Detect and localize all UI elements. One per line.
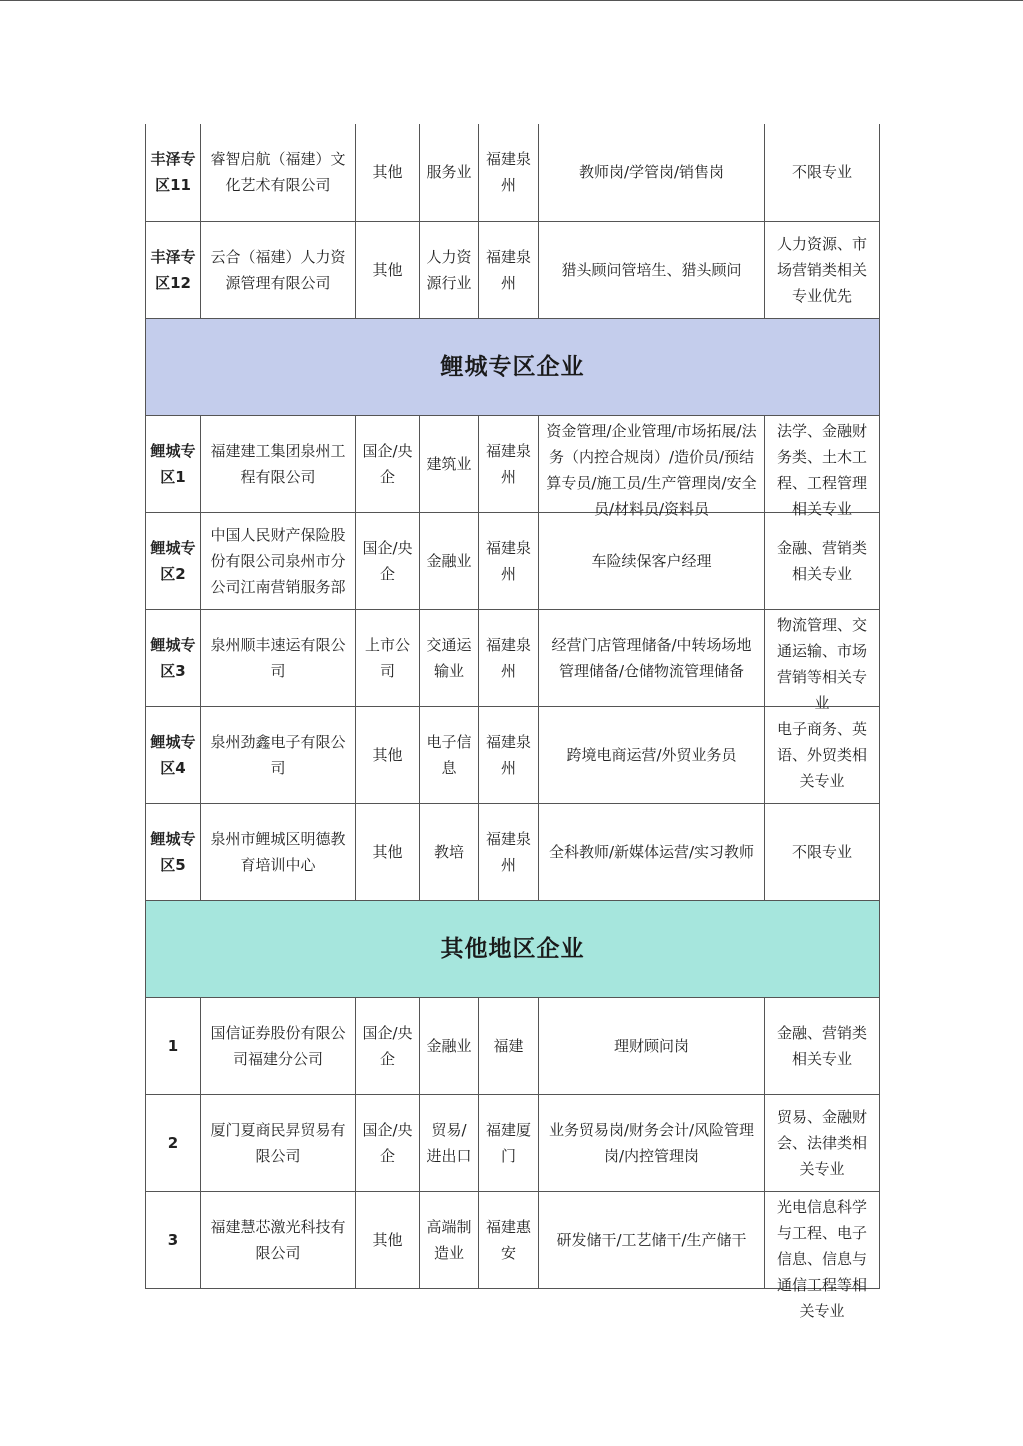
cell-text: 人力资源行业 bbox=[426, 247, 472, 292]
cell-industry bbox=[420, 1094, 479, 1191]
cell-text: 2 bbox=[167, 1133, 179, 1152]
cell-text: 交通运输业 bbox=[426, 635, 472, 680]
cell-text: 泉州顺丰速运有限公司 bbox=[210, 635, 346, 680]
cell-text: 福建惠安 bbox=[485, 1217, 531, 1262]
cell-text: 福建泉州 bbox=[485, 538, 531, 583]
table-row bbox=[146, 124, 880, 221]
cell-majors bbox=[765, 706, 880, 803]
cell-text: 福建 bbox=[493, 1036, 524, 1055]
cell-id bbox=[146, 1191, 201, 1288]
cell-company bbox=[201, 609, 356, 706]
cell-text: 业务贸易岗/财务会计/风险管理岗/内控管理岗 bbox=[548, 1120, 755, 1165]
cell-majors bbox=[765, 609, 880, 712]
cell-text: 服务业 bbox=[426, 163, 472, 182]
cell-positions bbox=[539, 221, 765, 318]
cell-majors bbox=[765, 997, 880, 1094]
cell-type bbox=[356, 609, 420, 706]
cell-text: 法学、金融财务类、土木工程、工程管理相关专业 bbox=[776, 421, 867, 518]
cell-text: 其他 bbox=[372, 745, 403, 764]
cell-text: 福建建工集团泉州工程有限公司 bbox=[210, 441, 346, 486]
cell-text: 福建泉州 bbox=[485, 732, 531, 777]
cell-type bbox=[356, 512, 420, 609]
recruitment-table bbox=[145, 124, 879, 1320]
cell-company bbox=[201, 221, 356, 318]
cell-type bbox=[356, 997, 420, 1094]
cell-text: 其他 bbox=[372, 163, 403, 182]
table-row bbox=[146, 609, 880, 706]
cell-id bbox=[146, 512, 201, 609]
cell-company bbox=[201, 124, 356, 221]
cell-location bbox=[479, 609, 539, 706]
table-row bbox=[146, 221, 880, 318]
cell-id bbox=[146, 415, 201, 512]
cell-text: 鲤城专区1 bbox=[150, 441, 196, 486]
cell-text: 丰泽专区11 bbox=[150, 150, 196, 195]
cell-text: 建筑业 bbox=[426, 454, 472, 473]
cell-text: 中国人民财产保险股份有限公司泉州市分公司江南营销服务部 bbox=[210, 525, 346, 596]
cell-location bbox=[479, 803, 539, 900]
cell-text: 国企/央企 bbox=[362, 441, 413, 486]
cell-text: 福建泉州 bbox=[485, 150, 531, 195]
cell-text: 电子信息 bbox=[426, 732, 472, 777]
cell-text: 资金管理/企业管理/市场拓展/法务（内控合规岗）/造价员/预结算专员/施工员/生产管理岗/安全员/材料员/资料员 bbox=[546, 421, 757, 518]
cell-text: 鲤城专区3 bbox=[150, 635, 196, 680]
cell-text: 泉州劲鑫电子有限公司 bbox=[210, 732, 346, 777]
table-body bbox=[146, 124, 880, 1320]
cell-text: 丰泽专区12 bbox=[150, 247, 196, 292]
section-header-row bbox=[146, 900, 880, 997]
cell-text: 金融业 bbox=[426, 551, 472, 570]
cell-text: 电子商务、英语、外贸类相关专业 bbox=[776, 719, 867, 790]
cell-text: 福建厦门 bbox=[485, 1120, 531, 1165]
cell-type bbox=[356, 1191, 420, 1288]
cell-text: 全科教师/新媒体运营/实习教师 bbox=[548, 842, 755, 861]
cell-company bbox=[201, 1094, 356, 1191]
cell-text: 睿智启航（福建）文化艺术有限公司 bbox=[210, 150, 346, 195]
cell-text: 福建泉州 bbox=[485, 247, 531, 292]
cell-type bbox=[356, 415, 420, 512]
cell-type bbox=[356, 706, 420, 803]
table-row bbox=[146, 803, 880, 900]
cell-positions bbox=[539, 609, 765, 706]
cell-industry bbox=[420, 221, 479, 318]
cell-id bbox=[146, 997, 201, 1094]
cell-majors bbox=[765, 221, 880, 318]
cell-text: 福建慧芯激光科技有限公司 bbox=[210, 1217, 346, 1262]
cell-industry bbox=[420, 124, 479, 221]
cell-text: 理财顾问岗 bbox=[613, 1036, 689, 1055]
cell-text: 不限专业 bbox=[791, 163, 852, 182]
cell-positions bbox=[539, 1094, 765, 1191]
cell-text: 1 bbox=[167, 1036, 179, 1055]
cell-text: 不限专业 bbox=[791, 842, 852, 861]
cell-text: 鲤城专区2 bbox=[150, 538, 196, 583]
table-row bbox=[146, 1094, 880, 1191]
cell-location bbox=[479, 512, 539, 609]
cell-text: 教培 bbox=[433, 842, 464, 861]
cell-type bbox=[356, 221, 420, 318]
cell-text: 泉州市鲤城区明德教育培训中心 bbox=[210, 829, 346, 874]
cell-text: 人力资源、市场营销类相关专业优先 bbox=[776, 234, 867, 305]
cell-location bbox=[479, 706, 539, 803]
table-row bbox=[146, 415, 880, 512]
cell-text: 光电信息科学与工程、电子信息、信息与通信工程等相关专业 bbox=[776, 1197, 867, 1320]
cell-text: 福建泉州 bbox=[485, 829, 531, 874]
cell-positions bbox=[539, 706, 765, 803]
cell-text: 物流管理、交通运输、市场营销等相关专业 bbox=[776, 615, 867, 712]
cell-location bbox=[479, 124, 539, 221]
cell-text: 金融、营销类相关专业 bbox=[776, 538, 867, 583]
cell-text: 鲤城专区5 bbox=[150, 829, 196, 874]
cell-type bbox=[356, 124, 420, 221]
table-row bbox=[146, 706, 880, 803]
cell-industry bbox=[420, 1191, 479, 1288]
cell-text: 福建泉州 bbox=[485, 441, 531, 486]
table-row bbox=[146, 997, 880, 1094]
page-top-edge bbox=[0, 0, 1023, 1]
cell-company bbox=[201, 803, 356, 900]
cell-industry bbox=[420, 706, 479, 803]
cell-location bbox=[479, 415, 539, 512]
cell-industry bbox=[420, 415, 479, 512]
cell-industry bbox=[420, 512, 479, 609]
cell-text: 经营门店管理储备/中转场场地管理储备/仓储物流管理储备 bbox=[551, 635, 752, 680]
cell-location bbox=[479, 221, 539, 318]
cell-majors bbox=[765, 415, 880, 518]
cell-text: 猎头顾问管培生、猎头顾问 bbox=[561, 260, 742, 279]
cell-positions bbox=[539, 415, 765, 518]
cell-id bbox=[146, 803, 201, 900]
cell-company bbox=[201, 706, 356, 803]
cell-text: 其他 bbox=[372, 1230, 403, 1249]
cell-majors bbox=[765, 124, 880, 221]
cell-text: 跨境电商运营/外贸业务员 bbox=[566, 745, 737, 764]
section-title: 鲤城专区企业 bbox=[146, 318, 880, 415]
cell-text: 厦门夏商民昇贸易有限公司 bbox=[210, 1120, 346, 1165]
cell-majors bbox=[765, 1191, 880, 1320]
cell-text: 云合（福建）人力资源管理有限公司 bbox=[210, 247, 346, 292]
cell-company bbox=[201, 512, 356, 609]
cell-location bbox=[479, 1094, 539, 1191]
cell-text: 贸易/进出口 bbox=[426, 1120, 472, 1165]
cell-text: 国信证券股份有限公司福建分公司 bbox=[210, 1023, 346, 1068]
cell-industry bbox=[420, 609, 479, 706]
table-row bbox=[146, 512, 880, 609]
cell-location bbox=[479, 997, 539, 1094]
cell-id bbox=[146, 1094, 201, 1191]
table-row bbox=[146, 1191, 880, 1288]
cell-majors bbox=[765, 1094, 880, 1191]
cell-text: 国企/央企 bbox=[362, 1120, 413, 1165]
cell-industry bbox=[420, 803, 479, 900]
section-header-row bbox=[146, 318, 880, 415]
cell-text: 贸易、金融财会、法律类相关专业 bbox=[776, 1107, 867, 1178]
cell-company bbox=[201, 415, 356, 512]
cell-text: 高端制造业 bbox=[426, 1217, 472, 1262]
cell-location bbox=[479, 1191, 539, 1288]
cell-text: 国企/央企 bbox=[362, 1023, 413, 1068]
cell-text: 国企/央企 bbox=[362, 538, 413, 583]
cell-industry bbox=[420, 997, 479, 1094]
cell-text: 上市公司 bbox=[364, 635, 410, 680]
cell-positions bbox=[539, 803, 765, 900]
cell-text: 其他 bbox=[372, 842, 403, 861]
cell-type bbox=[356, 1094, 420, 1191]
cell-id bbox=[146, 221, 201, 318]
cell-id bbox=[146, 609, 201, 706]
cell-text: 金融、营销类相关专业 bbox=[776, 1023, 867, 1068]
cell-text: 3 bbox=[167, 1230, 179, 1249]
cell-text: 福建泉州 bbox=[485, 635, 531, 680]
cell-majors bbox=[765, 512, 880, 609]
cell-text: 研发储干/工艺储干/生产储干 bbox=[556, 1230, 747, 1249]
cell-text: 教师岗/学管岗/销售岗 bbox=[578, 163, 725, 182]
cell-positions bbox=[539, 124, 765, 221]
cell-text: 鲤城专区4 bbox=[150, 732, 196, 777]
cell-positions bbox=[539, 1191, 765, 1288]
section-title: 其他地区企业 bbox=[146, 900, 880, 997]
cell-text: 车险续保客户经理 bbox=[591, 551, 712, 570]
cell-text: 其他 bbox=[372, 260, 403, 279]
cell-company bbox=[201, 997, 356, 1094]
cell-type bbox=[356, 803, 420, 900]
cell-id bbox=[146, 124, 201, 221]
cell-text: 金融业 bbox=[426, 1036, 472, 1055]
cell-company bbox=[201, 1191, 356, 1288]
cell-positions bbox=[539, 512, 765, 609]
cell-id bbox=[146, 706, 201, 803]
cell-positions bbox=[539, 997, 765, 1094]
cell-majors bbox=[765, 803, 880, 900]
